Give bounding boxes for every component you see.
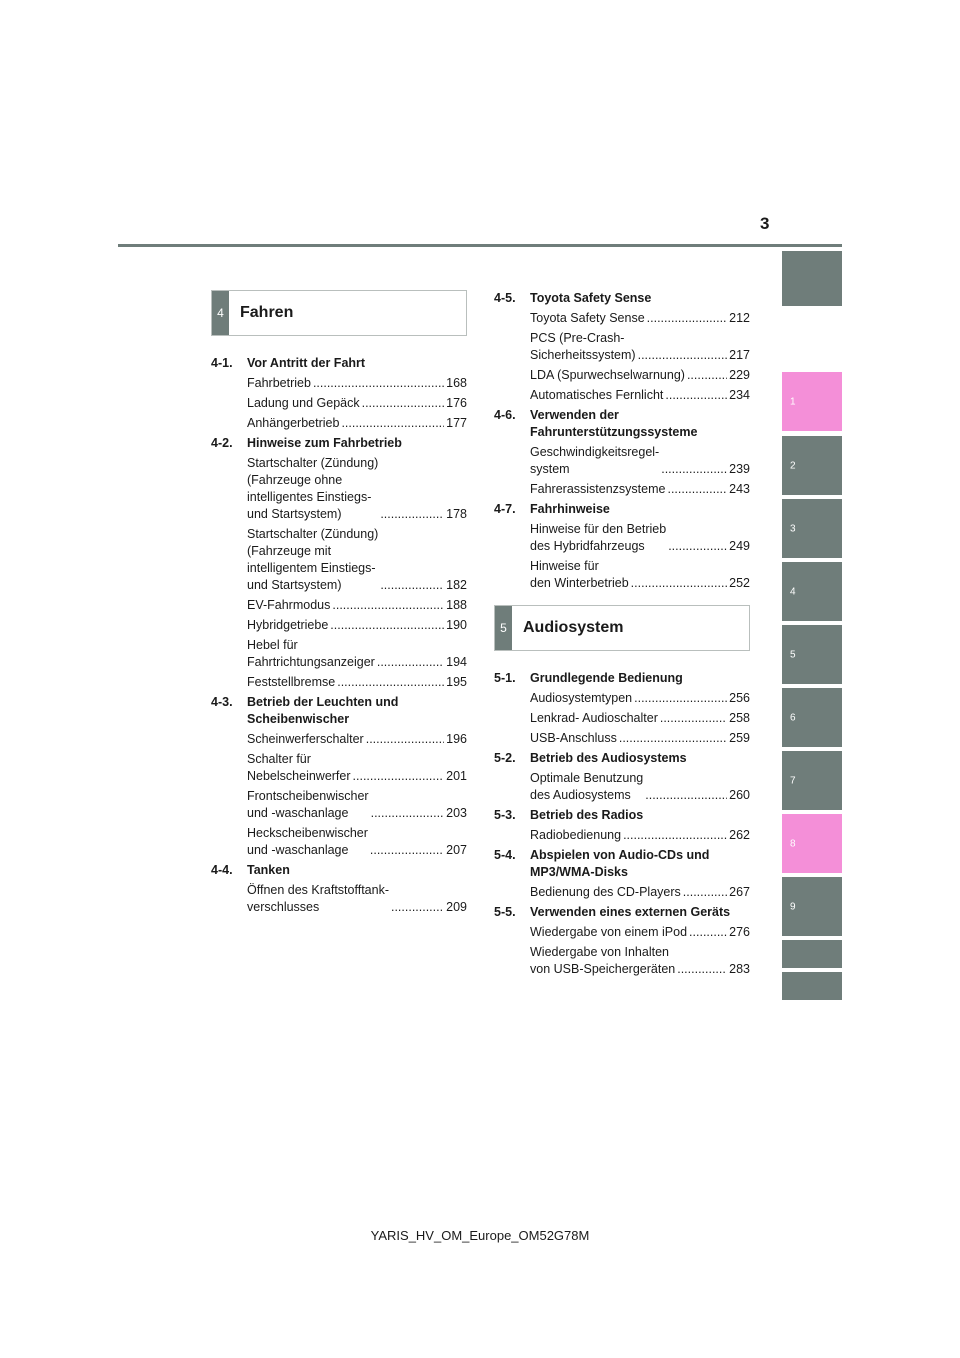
- toc-entry[interactable]: [530, 770, 750, 804]
- toc-entry[interactable]: [530, 924, 750, 941]
- entry-page-number: 243: [729, 482, 750, 496]
- dot-leader: [634, 690, 727, 707]
- chapter-title: Toyota Safety Sense: [530, 291, 652, 305]
- toc-entry[interactable]: [530, 367, 750, 384]
- chapter-tab-1[interactable]: [782, 372, 842, 431]
- toc-entry[interactable]: [247, 617, 467, 634]
- chapter-title: Vor Antritt der Fahrt: [247, 356, 366, 370]
- entry-title: Toyota Safety Sense: [530, 311, 645, 325]
- entry-title: Schalter für Nebelscheinwerfer: [247, 752, 351, 783]
- toc-entry[interactable]: [530, 710, 750, 727]
- toc-entry[interactable]: [530, 558, 750, 592]
- section-title: Audiosystem: [523, 619, 624, 636]
- dot-leader: [362, 395, 445, 412]
- footer-doc-id: YARIS_HV_OM_Europe_OM52G78M: [370, 1228, 590, 1243]
- entry-title: Scheinwerferschalter: [247, 732, 364, 746]
- chapter-title: Fahrhinweise: [530, 502, 610, 516]
- toc-chapter[interactable]: [494, 670, 750, 687]
- toc-entry[interactable]: [530, 521, 750, 555]
- entry-title: Startschalter (Zündung) (Fahrzeuge ohne intelligentes Einstiegs- und Startsystem): [247, 456, 379, 521]
- chapter-tab[interactable]: [782, 940, 842, 968]
- entry-title: Lenkrad- Audioschalter: [530, 711, 658, 725]
- entry-page-number: 195: [446, 675, 467, 689]
- entry-title: Hinweise für den Winterbetrieb: [530, 559, 629, 590]
- entry-page-number: 249: [729, 539, 750, 553]
- chapter-number: 5-3.: [494, 808, 516, 822]
- entry-title: Wiedergabe von Inhalten von USB-Speichergeräten: [530, 945, 676, 976]
- dot-leader: [683, 884, 727, 901]
- entry-title: Fahrerassistenzsysteme: [530, 482, 666, 496]
- toc-entry[interactable]: [530, 690, 750, 707]
- chapter-title: Verwenden eines externen Geräts: [530, 905, 731, 919]
- entry-page-number: 194: [446, 655, 467, 669]
- chapter-number: 4-1.: [211, 356, 233, 370]
- chapter-title: Verwenden der Fahrunterstützungssysteme: [530, 408, 698, 439]
- chapter-title: Tanken: [247, 863, 290, 877]
- dot-leader: [623, 827, 727, 844]
- chapter-number: 4-7.: [494, 502, 516, 516]
- entry-page-number: 176: [446, 396, 467, 410]
- chapter-tab-9[interactable]: [782, 877, 842, 936]
- chapter-tab-label: 2: [790, 460, 796, 471]
- dot-leader: [330, 617, 444, 634]
- entry-title: Öffnen des Kraftstofftank- verschlusses: [247, 883, 389, 914]
- chapter-tab-4[interactable]: [782, 562, 842, 621]
- dot-leader: [380, 577, 444, 594]
- chapter-tab-7[interactable]: [782, 751, 842, 810]
- section-title: Fahren: [240, 304, 294, 321]
- entry-page-number: 168: [446, 376, 467, 390]
- section-header: [211, 290, 467, 336]
- toc-entry[interactable]: [530, 827, 750, 844]
- chapter-number: 5-4.: [494, 848, 516, 862]
- toc-chapter[interactable]: [494, 290, 750, 307]
- entry-title: Radiobedienung: [530, 828, 622, 842]
- dot-leader: [687, 367, 727, 384]
- toc-entry[interactable]: [530, 944, 750, 978]
- entry-page-number: 178: [446, 507, 467, 521]
- entry-title: Wiedergabe von einem iPod: [530, 925, 688, 939]
- dot-leader: [677, 961, 727, 978]
- dot-leader: [341, 415, 444, 432]
- entry-title: Geschwindigkeitsregel- system: [530, 445, 660, 476]
- chapter-title: Betrieb des Radios: [530, 808, 644, 822]
- dot-leader: [668, 538, 727, 555]
- chapter-tab-label: 3: [790, 523, 796, 534]
- entry-page-number: 267: [729, 885, 750, 899]
- entry-page-number: 201: [446, 769, 467, 783]
- dot-leader: [638, 347, 728, 364]
- chapter-tab-3[interactable]: [782, 499, 842, 558]
- entry-title: Optimale Benutzung des Audiosystems: [530, 771, 644, 802]
- dot-leader: [370, 842, 444, 859]
- entry-title: Hybridgetriebe: [247, 618, 329, 632]
- dot-leader: [667, 481, 727, 498]
- entry-page-number: 177: [446, 416, 467, 430]
- toc-entry[interactable]: [247, 731, 467, 748]
- toc-chapter[interactable]: [494, 847, 750, 881]
- entry-page-number: 209: [446, 900, 467, 914]
- entry-page-number: 262: [729, 828, 750, 842]
- dot-leader: [337, 674, 444, 691]
- dot-leader: [366, 731, 444, 748]
- toc-entry[interactable]: [247, 788, 467, 822]
- dot-leader: [631, 575, 727, 592]
- toc-chapter[interactable]: [211, 355, 467, 372]
- toc-chapter[interactable]: [494, 750, 750, 767]
- entry-title: Automatisches Fernlicht: [530, 388, 664, 402]
- toc-entry[interactable]: [247, 395, 467, 412]
- chapter-title: Abspielen von Audio-CDs und MP3/WMA-Disks: [530, 848, 710, 879]
- entry-title: Startschalter (Zündung) (Fahrzeuge mit intelligentem Einstiegs- und Startsystem): [247, 527, 379, 592]
- entry-page-number: 239: [729, 462, 750, 476]
- entry-title: Heckscheibenwischer und -waschanlage: [247, 826, 368, 857]
- chapter-title: Grundlegende Bedienung: [530, 671, 683, 685]
- chapter-tab-label: 8: [790, 838, 796, 849]
- chapter-number: 4-5.: [494, 291, 516, 305]
- toc-entry[interactable]: [247, 674, 467, 691]
- entry-title: USB-Anschluss: [530, 731, 617, 745]
- chapter-tab-5[interactable]: [782, 625, 842, 684]
- toc-chapter[interactable]: [211, 435, 467, 452]
- chapter-title: Betrieb des Audiosystems: [530, 751, 687, 765]
- toc-entry[interactable]: [530, 884, 750, 901]
- dot-leader: [313, 375, 444, 392]
- chapter-number: 5-2.: [494, 751, 516, 765]
- toc-left-column: [211, 290, 467, 919]
- toc-entry[interactable]: [247, 455, 467, 523]
- entry-title: LDA (Spurwechselwarnung): [530, 368, 685, 382]
- entry-page-number: 256: [729, 691, 750, 705]
- dot-leader: [661, 461, 727, 478]
- dot-leader: [689, 924, 727, 941]
- entry-title: Hinweise für den Betrieb des Hybridfahrzeugs: [530, 522, 667, 553]
- entry-title: Bedienung des CD-Players: [530, 885, 681, 899]
- toc-chapter[interactable]: [494, 807, 750, 824]
- entry-title: Ladung und Gepäck: [247, 396, 360, 410]
- entry-page-number: 203: [446, 806, 467, 820]
- toc-chapter[interactable]: [211, 862, 467, 879]
- entry-title: PCS (Pre-Crash- Sicherheitssystem): [530, 331, 636, 362]
- dot-leader: [619, 730, 727, 747]
- toc-entry[interactable]: [530, 444, 750, 478]
- dot-leader: [660, 710, 727, 727]
- entry-page-number: 234: [729, 388, 750, 402]
- entry-page-number: 217: [729, 348, 750, 362]
- chapter-tab-6[interactable]: [782, 688, 842, 747]
- chapter-tab-label: 6: [790, 712, 796, 723]
- toc-chapter[interactable]: [494, 904, 750, 921]
- entry-page-number: 182: [446, 578, 467, 592]
- chapter-tab-8[interactable]: [782, 814, 842, 873]
- entry-page-number: 276: [729, 925, 750, 939]
- entry-page-number: 283: [729, 962, 750, 976]
- toc-entry[interactable]: [247, 637, 467, 671]
- toc-entry[interactable]: [530, 387, 750, 404]
- dot-leader: [332, 597, 444, 614]
- toc-chapter[interactable]: [211, 694, 467, 728]
- chapter-tab[interactable]: [782, 251, 842, 306]
- toc-entry[interactable]: [247, 526, 467, 594]
- chapter-title: Hinweise zum Fahrbetrieb: [247, 436, 402, 450]
- chapter-tab[interactable]: [782, 972, 842, 1000]
- entry-title: Anhängerbetrieb: [247, 416, 340, 430]
- dot-leader: [380, 506, 444, 523]
- toc-entry[interactable]: [247, 375, 467, 392]
- chapter-tab-label: 4: [790, 586, 796, 597]
- entry-page-number: 229: [729, 368, 750, 382]
- entry-page-number: 260: [729, 788, 750, 802]
- toc-right-column: [494, 290, 750, 981]
- dot-leader: [371, 805, 445, 822]
- chapter-title: Betrieb der Leuchten und Scheibenwischer: [247, 695, 399, 726]
- chapter-tab-label: 1: [790, 396, 796, 407]
- entry-page-number: 207: [446, 843, 467, 857]
- toc-entry[interactable]: [530, 310, 750, 327]
- entry-page-number: 252: [729, 576, 750, 590]
- chapter-tab-label: 5: [790, 649, 796, 660]
- toc-chapter[interactable]: [494, 407, 750, 441]
- toc-entry[interactable]: [247, 751, 467, 785]
- toc-entry[interactable]: [247, 597, 467, 614]
- entry-title: Audiosystemtypen: [530, 691, 633, 705]
- entry-title: Hebel für Fahrtrichtungsanzeiger: [247, 638, 375, 669]
- header-rule: [118, 244, 842, 247]
- dot-leader: [645, 787, 727, 804]
- chapter-number: 5-5.: [494, 905, 516, 919]
- entry-page-number: 212: [729, 311, 750, 325]
- entry-title: Fahrbetrieb: [247, 376, 311, 390]
- toc-chapter[interactable]: [494, 501, 750, 518]
- toc-entry[interactable]: [247, 825, 467, 859]
- entry-title: Frontscheibenwischer und -waschanlage: [247, 789, 369, 820]
- chapter-tab-label: 7: [790, 775, 796, 786]
- chapter-number: 5-1.: [494, 671, 516, 685]
- toc-entry[interactable]: [530, 481, 750, 498]
- chapter-number: 4-3.: [211, 695, 233, 709]
- entry-page-number: 188: [446, 598, 467, 612]
- dot-leader: [665, 387, 727, 404]
- section-number: 5: [495, 606, 512, 650]
- dot-leader: [391, 899, 444, 916]
- entry-title: Feststellbremse: [247, 675, 336, 689]
- entry-page-number: 258: [729, 711, 750, 725]
- chapter-number: 4-6.: [494, 408, 516, 422]
- chapter-tab-label: 9: [790, 901, 796, 912]
- dot-leader: [353, 768, 445, 785]
- toc-entry[interactable]: [247, 415, 467, 432]
- toc-entry[interactable]: [247, 882, 467, 916]
- toc-entry[interactable]: [530, 330, 750, 364]
- toc-entry[interactable]: [530, 730, 750, 747]
- chapter-tab-2[interactable]: [782, 436, 842, 495]
- chapter-number: 4-2.: [211, 436, 233, 450]
- dot-leader: [647, 310, 727, 327]
- page-number: 3: [760, 214, 770, 233]
- section-header: [494, 605, 750, 651]
- entry-page-number: 259: [729, 731, 750, 745]
- chapter-number: 4-4.: [211, 863, 233, 877]
- entry-title: EV-Fahrmodus: [247, 598, 331, 612]
- entry-page-number: 190: [446, 618, 467, 632]
- dot-leader: [377, 654, 444, 671]
- section-number: 4: [212, 291, 229, 335]
- entry-page-number: 196: [446, 732, 467, 746]
